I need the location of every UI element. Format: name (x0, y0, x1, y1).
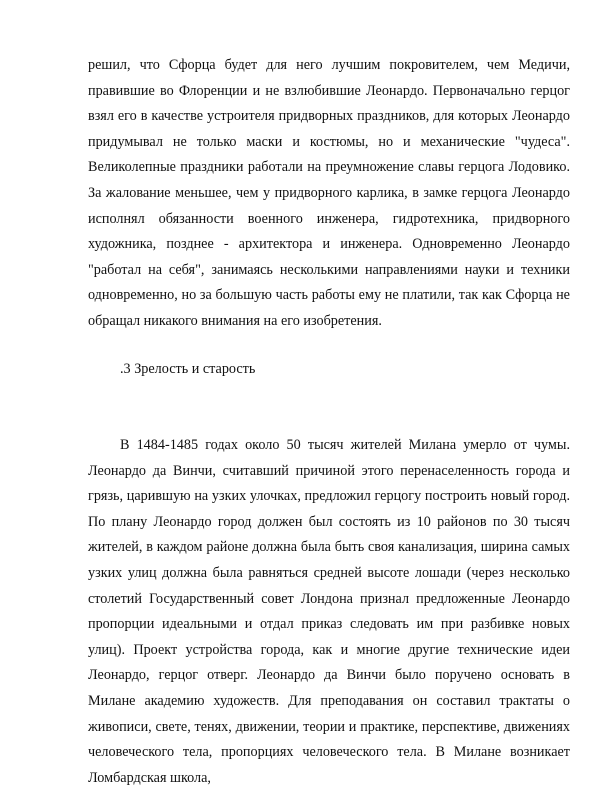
paragraph-main: В 1484-1485 годах около 50 тысяч жителей Милана умерло от чумы. Леонардо да Винчи, считавший причиной этого перенаселенность города и грязь, царившую на узких улочках, предложил герцогу построить новый город. По плану Леонардо город должен был состоять из 10 районов по 30 тысяч жителей, в каждом районе должна была быть своя канализация, ширина самых узких улиц должна была равняться средней высоте лошади (через несколько столетий Государственный совет Лондона признал предложенные Леонардо пропорции идеальными и отдал приказ следовать им при разбивке новых улиц). Проект устройства города, как и многие другие технические идеи Леонардо, герцог отверг. Леонардо да Винчи было поручено основать в Милане академию художеств. Для преподавания он составил трактаты о живописи, свете, тенях, движении, теории и практике, перспективе, движениях человеческого тела, пропорциях человеческого тела. В Милане возникает Ломбардская школа, (88, 437, 570, 786)
section-heading: .3 Зрелость и старость (120, 361, 256, 377)
paragraph-continuation: решил, что Сфорца будет для него лучшим покровителем, чем Медичи, правившие во Флоренции и не взлюбившие Леонардо. Первоначально герцог взял его в качестве устроителя придворных праздников, для которых Леонардо придумывал не только маски и костюмы, но и механические "чудеса". Великолепные праздники работали на преумножение славы герцога Лодовико. За жалование меньшее, чем у придворного карлика, в замке герцога Леонардо исполнял обязанности военного инженера, гидротехника, придворного художника, позднее - архитектора и инженера. Одновременно Леонардо "работал на себя", занимаясь несколькими направлениями науки и техники одновременно, но за большую часть работы ему не платили, так как Сфорца не обращал никакого внимания на его изобретения. (88, 57, 570, 329)
